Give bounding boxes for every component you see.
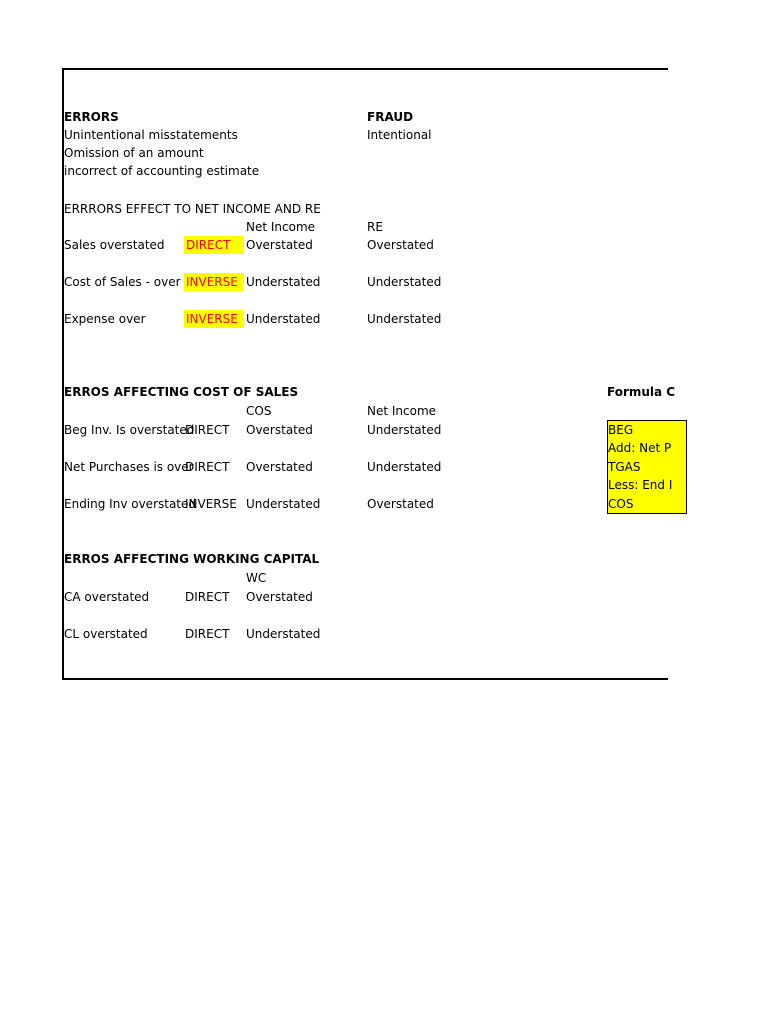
relation-label: DIRECT: [185, 460, 230, 474]
relation-label: DIRECT: [185, 627, 230, 641]
errors-item: Unintentional misstatements: [64, 128, 238, 142]
errors-heading: ERRORS: [64, 110, 119, 124]
row-item: Ending Inv overstated: [64, 497, 197, 511]
re-effect: Understated: [367, 312, 442, 326]
wc-effect: Overstated: [246, 590, 313, 604]
formula-title: Formula C: [607, 385, 676, 399]
fraud-heading: FRAUD: [367, 110, 414, 124]
formula-line: TGAS: [608, 460, 641, 474]
relation-label: INVERSE: [185, 497, 237, 511]
col-header-net-income: Net Income: [246, 220, 316, 234]
row-item: Expense over: [64, 312, 146, 326]
relation-badge: INVERSE: [184, 273, 244, 291]
net-income-effect: Understated: [246, 312, 321, 326]
net-income-effect: Overstated: [367, 497, 434, 511]
errors-item: Omission of an amount: [64, 146, 204, 160]
net-income-effect: Understated: [246, 275, 321, 289]
cos-effect: Overstated: [246, 423, 313, 437]
row-item: CA overstated: [64, 590, 150, 604]
net-income-effect: Overstated: [246, 238, 313, 252]
row-item: Net Purchases is over: [64, 460, 194, 474]
working-capital-title: ERROS AFFECTING WORKING CAPITAL: [64, 552, 320, 566]
cost-of-sales-title: ERROS AFFECTING COST OF SALES: [64, 385, 299, 399]
net-income-effect: Understated: [367, 423, 442, 437]
formula-box: [607, 420, 687, 514]
cos-effect: Overstated: [246, 460, 313, 474]
row-item: CL overstated: [64, 627, 148, 641]
relation-badge: DIRECT: [184, 236, 244, 254]
relation-label: DIRECT: [185, 423, 230, 437]
formula-line: Less: End I: [608, 478, 673, 492]
formula-line: Add: Net P: [608, 441, 672, 455]
fraud-item: Intentional: [367, 128, 432, 142]
relation-badge: INVERSE: [184, 310, 244, 328]
cos-effect: Understated: [246, 497, 321, 511]
col-header-wc: WC: [246, 571, 267, 585]
col-header-re: RE: [367, 220, 383, 234]
worksheet-frame: [62, 68, 676, 680]
relation-label: DIRECT: [185, 590, 230, 604]
col-header-cos: COS: [246, 404, 272, 418]
re-effect: Overstated: [367, 238, 434, 252]
formula-line: COS: [608, 497, 634, 511]
col-header-net-income: Net Income: [367, 404, 437, 418]
net-income-re-title: ERRRORS EFFECT TO NET INCOME AND RE: [64, 202, 321, 216]
row-item: Beg Inv. Is overstated: [64, 423, 195, 437]
errors-item: incorrect of accounting estimate: [64, 164, 260, 178]
formula-line: BEG: [608, 423, 634, 437]
net-income-effect: Understated: [367, 460, 442, 474]
row-item: Cost of Sales - over: [64, 275, 181, 289]
row-item: Sales overstated: [64, 238, 165, 252]
wc-effect: Understated: [246, 627, 321, 641]
re-effect: Understated: [367, 275, 442, 289]
